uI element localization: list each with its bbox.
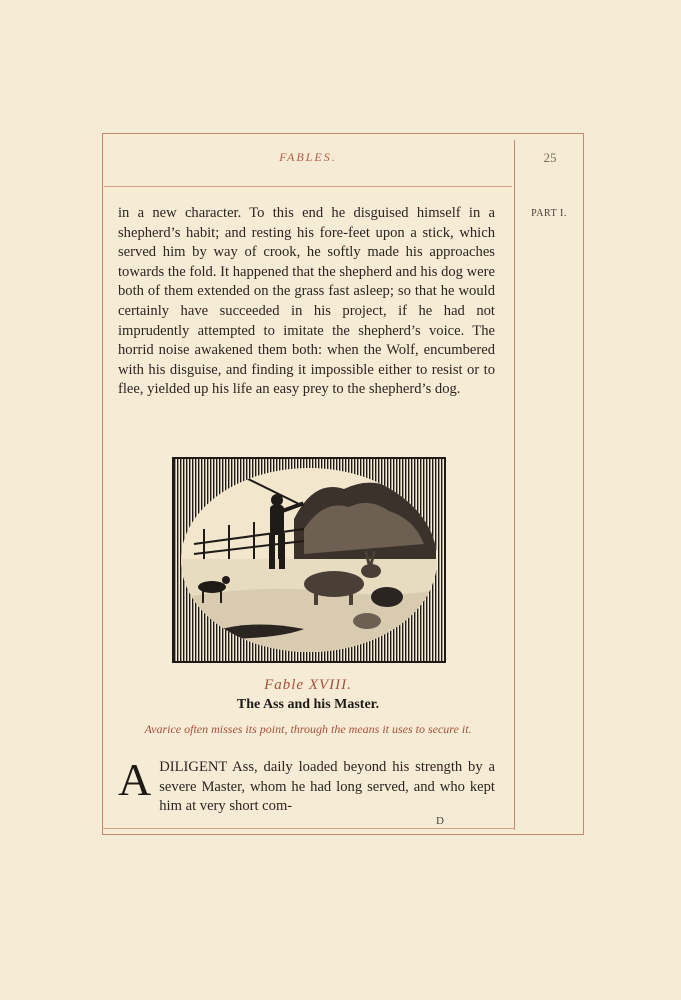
header-rule [104, 186, 512, 187]
fable-subtitle: The Ass and his Master. [236, 697, 380, 712]
woodcut-illustration-icon [172, 457, 446, 663]
bottom-rule [102, 828, 515, 829]
fable-title: Fable XVIII. [264, 677, 352, 693]
margin-column-rule [514, 140, 515, 830]
drop-cap: A [118, 754, 152, 805]
woodcut-svg [174, 459, 444, 661]
body-paragraph: in a new character. To this end he disguised himself in a shepherd’s habit; and resting his fore-feet upon a stick, which served him by way of crook, he softly made his approaches towards the fold. It happened that the shepherd and his dog were both of them extended on the grass fast asleep; so that he would certainly have succeeded in his project, if he had not imprudently attempted to imitate the shepherd’s voice. The horrid noise awakened them both: when the Wolf, encumbered with his disguise, and finding it impossible either to resist or to flee, yielded up his life an easy prey to the shepherd’s dog. [118, 205, 495, 398]
running-head: FABLES. [279, 150, 337, 164]
margin-note: PART I. [531, 208, 567, 219]
fable-moral: Avarice often misses its point, through the means it uses to secure it. [144, 722, 472, 736]
fable-body [118, 754, 495, 817]
page-number: 25 [543, 150, 557, 165]
signature-mark: D [436, 815, 444, 827]
fable-opening-text: DILIGENT Ass, daily loaded beyond his strength by a severe Master, whom he had long served, and who kept him at very short com- [159, 759, 495, 815]
